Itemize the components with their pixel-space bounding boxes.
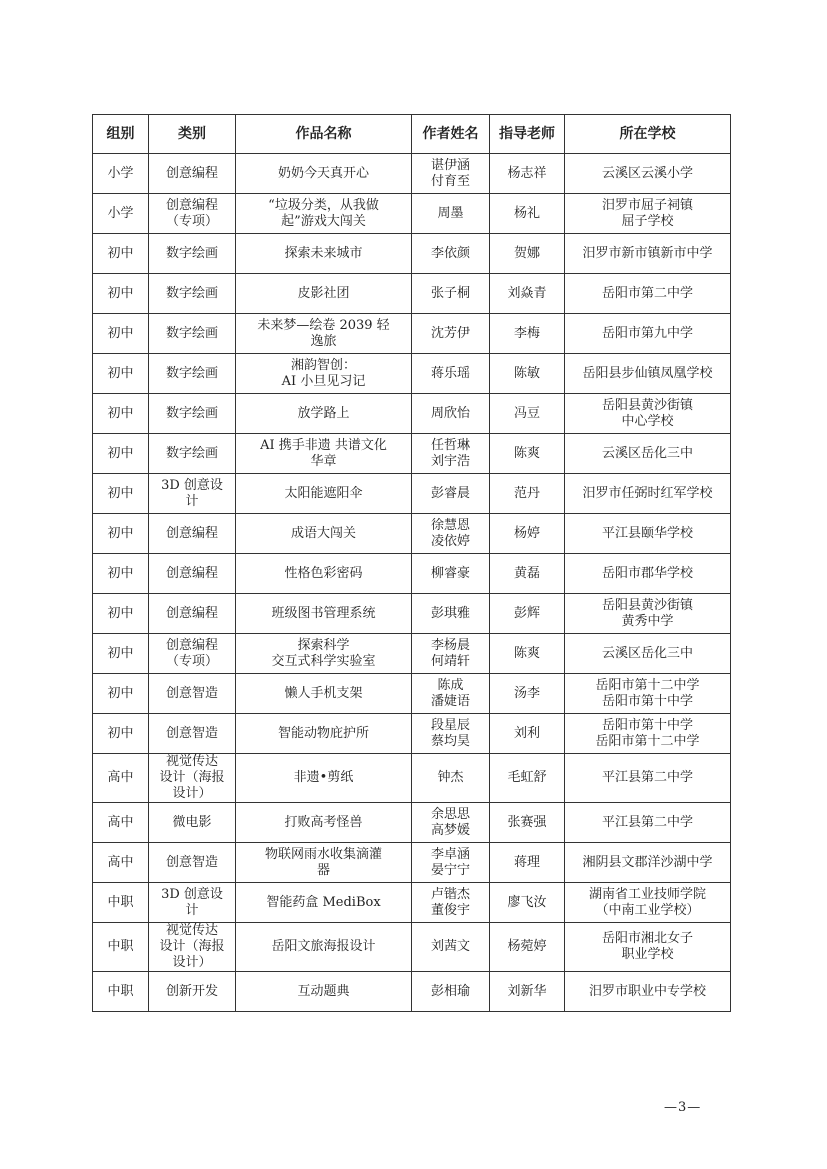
cell-category: 创意编程 [149, 514, 236, 554]
cell-author: 周欣怡 [412, 394, 490, 434]
cell-work-title: 探索未来城市 [236, 234, 412, 274]
header-group: 组别 [93, 115, 149, 154]
cell-author: 李依颜 [412, 234, 490, 274]
cell-work-title: 皮影社团 [236, 274, 412, 314]
cell-school: 云溪区岳化三中 [565, 634, 731, 674]
cell-author: 张子桐 [412, 274, 490, 314]
table-row [93, 154, 731, 194]
cell-category: 视觉传达 设计（海报 设计） [149, 923, 236, 972]
table-row [93, 274, 731, 314]
cell-category: 数字绘画 [149, 434, 236, 474]
cell-group: 初中 [93, 714, 149, 754]
cell-group: 高中 [93, 754, 149, 803]
cell-group: 初中 [93, 594, 149, 634]
table-row [93, 194, 731, 234]
cell-work-title: 智能药盒 MediBox [236, 883, 412, 923]
table-row [93, 972, 731, 1012]
cell-group: 高中 [93, 803, 149, 843]
cell-teacher: 李梅 [490, 314, 565, 354]
table-row [93, 754, 731, 803]
table-row [93, 554, 731, 594]
cell-teacher: 陈爽 [490, 434, 565, 474]
table-body [93, 154, 731, 1012]
cell-group: 初中 [93, 634, 149, 674]
cell-category: 数字绘画 [149, 234, 236, 274]
cell-teacher: 杨志祥 [490, 154, 565, 194]
cell-author: 周墨 [412, 194, 490, 234]
cell-group: 初中 [93, 314, 149, 354]
cell-category: 创意编程 [149, 154, 236, 194]
cell-category: 3D 创意设 计 [149, 883, 236, 923]
cell-school: 平江县第二中学 [565, 803, 731, 843]
cell-group: 高中 [93, 843, 149, 883]
cell-category: 数字绘画 [149, 274, 236, 314]
header-school: 所在学校 [565, 115, 731, 154]
table-row [93, 803, 731, 843]
cell-author: 蒋乐瑶 [412, 354, 490, 394]
table-row [93, 594, 731, 634]
cell-school: 湘阴县文郡洋沙湖中学 [565, 843, 731, 883]
cell-teacher: 毛虹舒 [490, 754, 565, 803]
cell-author: 谌伊涵 付育至 [412, 154, 490, 194]
cell-group: 中职 [93, 883, 149, 923]
table-row [93, 883, 731, 923]
table-row [93, 434, 731, 474]
cell-category: 创意编程 [149, 554, 236, 594]
cell-work-title: 非遗•剪纸 [236, 754, 412, 803]
cell-work-title: 班级图书管理系统 [236, 594, 412, 634]
cell-author: 段星辰 蔡均昊 [412, 714, 490, 754]
table-row [93, 714, 731, 754]
cell-teacher: 范丹 [490, 474, 565, 514]
table-row [93, 843, 731, 883]
cell-teacher: 杨婷 [490, 514, 565, 554]
cell-author: 彭睿晨 [412, 474, 490, 514]
cell-teacher: 汤李 [490, 674, 565, 714]
table-row [93, 394, 731, 434]
cell-teacher: 刘新华 [490, 972, 565, 1012]
cell-school: 汨罗市任弼时红军学校 [565, 474, 731, 514]
table-row [93, 674, 731, 714]
award-table [92, 114, 731, 1012]
cell-author: 沈芳伊 [412, 314, 490, 354]
cell-category: 创意智造 [149, 674, 236, 714]
table-header-row [93, 115, 731, 154]
cell-school: 汨罗市职业中专学校 [565, 972, 731, 1012]
cell-category: 创意编程 [149, 594, 236, 634]
cell-category: 创新开发 [149, 972, 236, 1012]
cell-category: 数字绘画 [149, 314, 236, 354]
page-number: —3— [664, 1100, 702, 1115]
cell-author: 钟杰 [412, 754, 490, 803]
cell-school: 岳阳县黄沙街镇 黄秀中学 [565, 594, 731, 634]
table-row [93, 234, 731, 274]
cell-group: 小学 [93, 194, 149, 234]
cell-group: 中职 [93, 923, 149, 972]
cell-teacher: 贺娜 [490, 234, 565, 274]
cell-group: 初中 [93, 434, 149, 474]
table-row [93, 314, 731, 354]
cell-school: 平江县颐华学校 [565, 514, 731, 554]
cell-category: 视觉传达 设计（海报 设计） [149, 754, 236, 803]
cell-author: 徐慧恩 凌依婷 [412, 514, 490, 554]
cell-school: 岳阳市郡华学校 [565, 554, 731, 594]
cell-work-title: 奶奶今天真开心 [236, 154, 412, 194]
cell-category: 数字绘画 [149, 394, 236, 434]
cell-school: 云溪区云溪小学 [565, 154, 731, 194]
cell-work-title: 互动题典 [236, 972, 412, 1012]
cell-work-title: 未来梦—绘卷 2039 轻 逸旅 [236, 314, 412, 354]
cell-work-title: 智能动物庇护所 [236, 714, 412, 754]
cell-school: 岳阳市第十二中学 岳阳市第十中学 [565, 674, 731, 714]
cell-school: 岳阳市第十中学 岳阳市第十二中学 [565, 714, 731, 754]
cell-school: 岳阳县黄沙街镇 中心学校 [565, 394, 731, 434]
cell-author: 余思思 高梦媛 [412, 803, 490, 843]
header-work-title: 作品名称 [236, 115, 412, 154]
header-author: 作者姓名 [412, 115, 490, 154]
cell-school: 岳阳市第九中学 [565, 314, 731, 354]
cell-category: 微电影 [149, 803, 236, 843]
cell-school: 岳阳市湘北女子 职业学校 [565, 923, 731, 972]
table-row [93, 514, 731, 554]
cell-author: 任哲琳 刘宇浩 [412, 434, 490, 474]
cell-work-title: 岳阳文旅海报设计 [236, 923, 412, 972]
cell-group: 初中 [93, 354, 149, 394]
cell-teacher: 彭辉 [490, 594, 565, 634]
table-row [93, 354, 731, 394]
cell-author: 彭琪雅 [412, 594, 490, 634]
cell-category: 创意智造 [149, 843, 236, 883]
cell-work-title: 懒人手机支架 [236, 674, 412, 714]
cell-author: 柳睿豪 [412, 554, 490, 594]
cell-teacher: 陈敏 [490, 354, 565, 394]
cell-school: 岳阳县步仙镇凤凰学校 [565, 354, 731, 394]
cell-teacher: 陈爽 [490, 634, 565, 674]
cell-author: 李卓涵 晏宁宁 [412, 843, 490, 883]
cell-school: 岳阳市第二中学 [565, 274, 731, 314]
cell-teacher: 杨礼 [490, 194, 565, 234]
cell-work-title: 放学路上 [236, 394, 412, 434]
cell-work-title: “垃圾分类，从我做 起”游戏大闯关 [236, 194, 412, 234]
cell-group: 小学 [93, 154, 149, 194]
cell-author: 李杨晨 何靖轩 [412, 634, 490, 674]
cell-group: 初中 [93, 274, 149, 314]
cell-category: 3D 创意设 计 [149, 474, 236, 514]
cell-category: 创意智造 [149, 714, 236, 754]
cell-teacher: 杨菀婷 [490, 923, 565, 972]
cell-work-title: 打败高考怪兽 [236, 803, 412, 843]
cell-school: 汨罗市屈子祠镇 屈子学校 [565, 194, 731, 234]
cell-group: 中职 [93, 972, 149, 1012]
cell-teacher: 刘利 [490, 714, 565, 754]
cell-teacher: 蒋理 [490, 843, 565, 883]
cell-teacher: 冯豆 [490, 394, 565, 434]
cell-work-title: 性格色彩密码 [236, 554, 412, 594]
cell-group: 初中 [93, 394, 149, 434]
cell-author: 陈成 潘婕语 [412, 674, 490, 714]
cell-school: 平江县第二中学 [565, 754, 731, 803]
cell-teacher: 刘焱青 [490, 274, 565, 314]
cell-group: 初中 [93, 674, 149, 714]
header-teacher: 指导老师 [490, 115, 565, 154]
cell-author: 刘茜文 [412, 923, 490, 972]
cell-category: 数字绘画 [149, 354, 236, 394]
table-row [93, 923, 731, 972]
cell-work-title: 太阳能遮阳伞 [236, 474, 412, 514]
table-row [93, 634, 731, 674]
cell-work-title: 成语大闯关 [236, 514, 412, 554]
cell-school: 云溪区岳化三中 [565, 434, 731, 474]
cell-work-title: 湘韵智创： AI 小旦见习记 [236, 354, 412, 394]
table-row [93, 474, 731, 514]
cell-author: 彭相瑜 [412, 972, 490, 1012]
cell-category: 创意编程 （专项） [149, 194, 236, 234]
cell-work-title: 物联网雨水收集滴灌 器 [236, 843, 412, 883]
cell-group: 初中 [93, 234, 149, 274]
cell-teacher: 张赛强 [490, 803, 565, 843]
cell-teacher: 黄磊 [490, 554, 565, 594]
cell-teacher: 廖飞汝 [490, 883, 565, 923]
cell-group: 初中 [93, 474, 149, 514]
cell-work-title: 探索科学 交互式科学实验室 [236, 634, 412, 674]
cell-work-title: AI 携手非遗 共谱文化 华章 [236, 434, 412, 474]
cell-group: 初中 [93, 514, 149, 554]
cell-category: 创意编程 （专项） [149, 634, 236, 674]
cell-author: 卢锴杰 董俊宇 [412, 883, 490, 923]
cell-school: 汨罗市新市镇新市中学 [565, 234, 731, 274]
header-category: 类别 [149, 115, 236, 154]
cell-group: 初中 [93, 554, 149, 594]
cell-school: 湖南省工业技师学院 （中南工业学校） [565, 883, 731, 923]
